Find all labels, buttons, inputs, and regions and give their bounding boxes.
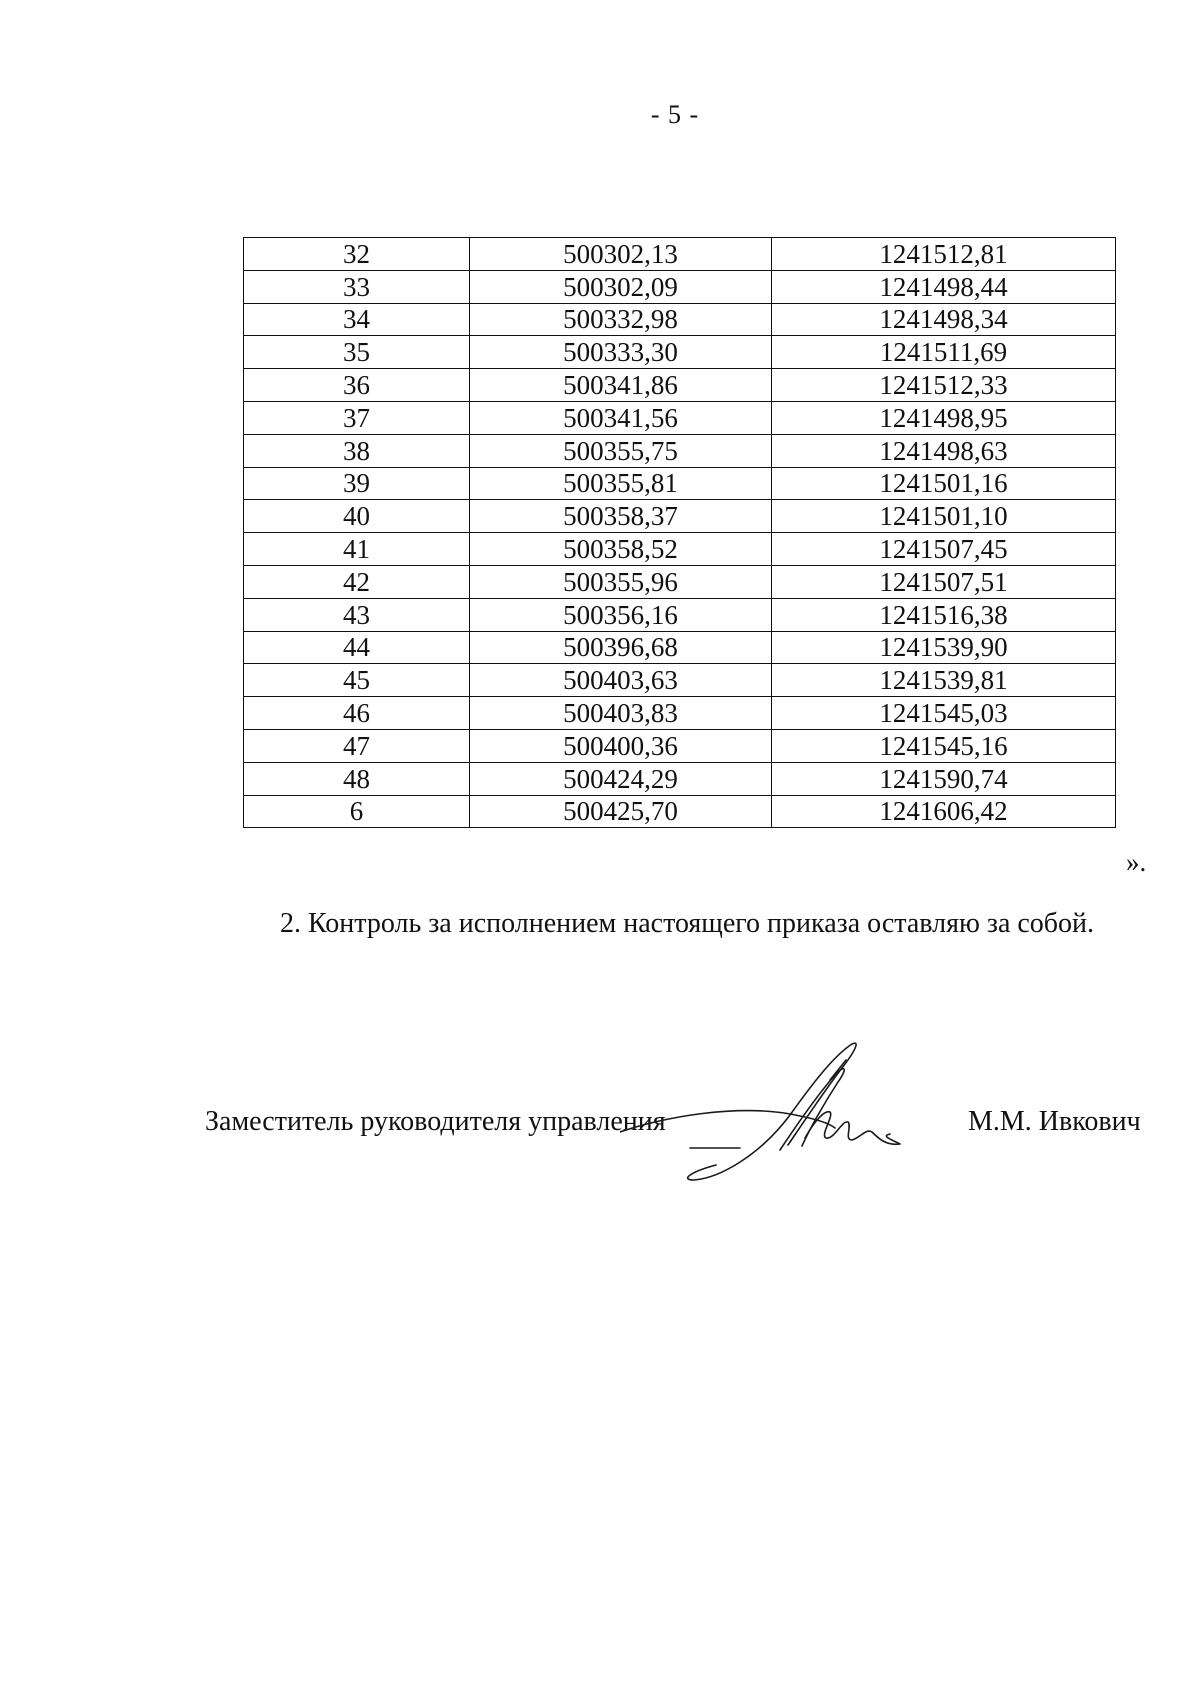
point-number-cell: 6	[244, 795, 470, 828]
point-number-cell: 43	[244, 598, 470, 631]
x-coordinate-cell: 500333,30	[470, 336, 772, 369]
x-coordinate-cell: 500400,36	[470, 729, 772, 762]
point-number-cell: 48	[244, 762, 470, 795]
point-number-cell: 34	[244, 303, 470, 336]
table-row	[244, 401, 1116, 434]
x-coordinate-cell: 500302,09	[470, 270, 772, 303]
x-coordinate-cell: 500302,13	[470, 238, 772, 271]
y-coordinate-cell: 1241512,81	[772, 238, 1116, 271]
y-coordinate-cell: 1241498,44	[772, 270, 1116, 303]
y-coordinate-cell: 1241539,90	[772, 631, 1116, 664]
table-row	[244, 500, 1116, 533]
table-row	[244, 795, 1116, 828]
table-row	[244, 565, 1116, 598]
table-row	[244, 238, 1116, 271]
control-paragraph: 2. Контроль за исполнением настоящего приказа оставляю за собой.	[280, 908, 1095, 939]
coordinates-table	[243, 237, 1116, 828]
point-number-cell: 40	[244, 500, 470, 533]
point-number-cell: 37	[244, 401, 470, 434]
table-row	[244, 303, 1116, 336]
table-row	[244, 336, 1116, 369]
point-number-cell: 33	[244, 270, 470, 303]
coordinates-table-body	[244, 238, 1116, 828]
y-coordinate-cell: 1241516,38	[772, 598, 1116, 631]
point-number-cell: 46	[244, 697, 470, 730]
table-row	[244, 664, 1116, 697]
handwritten-signature	[620, 1020, 950, 1195]
x-coordinate-cell: 500424,29	[470, 762, 772, 795]
y-coordinate-cell: 1241507,51	[772, 565, 1116, 598]
table-row	[244, 467, 1116, 500]
point-number-cell: 42	[244, 565, 470, 598]
point-number-cell: 32	[244, 238, 470, 271]
point-number-cell: 45	[244, 664, 470, 697]
x-coordinate-cell: 500403,83	[470, 697, 772, 730]
y-coordinate-cell: 1241498,95	[772, 401, 1116, 434]
x-coordinate-cell: 500403,63	[470, 664, 772, 697]
table-row	[244, 631, 1116, 664]
y-coordinate-cell: 1241545,03	[772, 697, 1116, 730]
closing-quote: ».	[1126, 847, 1147, 877]
y-coordinate-cell: 1241512,33	[772, 369, 1116, 402]
table-row	[244, 697, 1116, 730]
y-coordinate-cell: 1241606,42	[772, 795, 1116, 828]
x-coordinate-cell: 500355,96	[470, 565, 772, 598]
x-coordinate-cell: 500332,98	[470, 303, 772, 336]
table-row	[244, 533, 1116, 566]
signer-position: Заместитель руководителя управления	[205, 1106, 666, 1137]
y-coordinate-cell: 1241507,45	[772, 533, 1116, 566]
x-coordinate-cell: 500356,16	[470, 598, 772, 631]
y-coordinate-cell: 1241501,10	[772, 500, 1116, 533]
table-row	[244, 434, 1116, 467]
x-coordinate-cell: 500358,52	[470, 533, 772, 566]
y-coordinate-cell: 1241545,16	[772, 729, 1116, 762]
table-row	[244, 729, 1116, 762]
x-coordinate-cell: 500341,56	[470, 401, 772, 434]
point-number-cell: 36	[244, 369, 470, 402]
point-number-cell: 38	[244, 434, 470, 467]
table-row	[244, 369, 1116, 402]
point-number-cell: 39	[244, 467, 470, 500]
signer-name: М.М. Ивкович	[968, 1106, 1141, 1137]
point-number-cell: 47	[244, 729, 470, 762]
x-coordinate-cell: 500425,70	[470, 795, 772, 828]
x-coordinate-cell: 500341,86	[470, 369, 772, 402]
x-coordinate-cell: 500358,37	[470, 500, 772, 533]
y-coordinate-cell: 1241498,34	[772, 303, 1116, 336]
y-coordinate-cell: 1241498,63	[772, 434, 1116, 467]
point-number-cell: 35	[244, 336, 470, 369]
y-coordinate-cell: 1241511,69	[772, 336, 1116, 369]
y-coordinate-cell: 1241539,81	[772, 664, 1116, 697]
table-row	[244, 598, 1116, 631]
x-coordinate-cell: 500355,75	[470, 434, 772, 467]
x-coordinate-cell: 500396,68	[470, 631, 772, 664]
x-coordinate-cell: 500355,81	[470, 467, 772, 500]
point-number-cell: 44	[244, 631, 470, 664]
page-number: - 5 -	[650, 100, 700, 129]
y-coordinate-cell: 1241590,74	[772, 762, 1116, 795]
point-number-cell: 41	[244, 533, 470, 566]
y-coordinate-cell: 1241501,16	[772, 467, 1116, 500]
table-row	[244, 762, 1116, 795]
table-row	[244, 270, 1116, 303]
